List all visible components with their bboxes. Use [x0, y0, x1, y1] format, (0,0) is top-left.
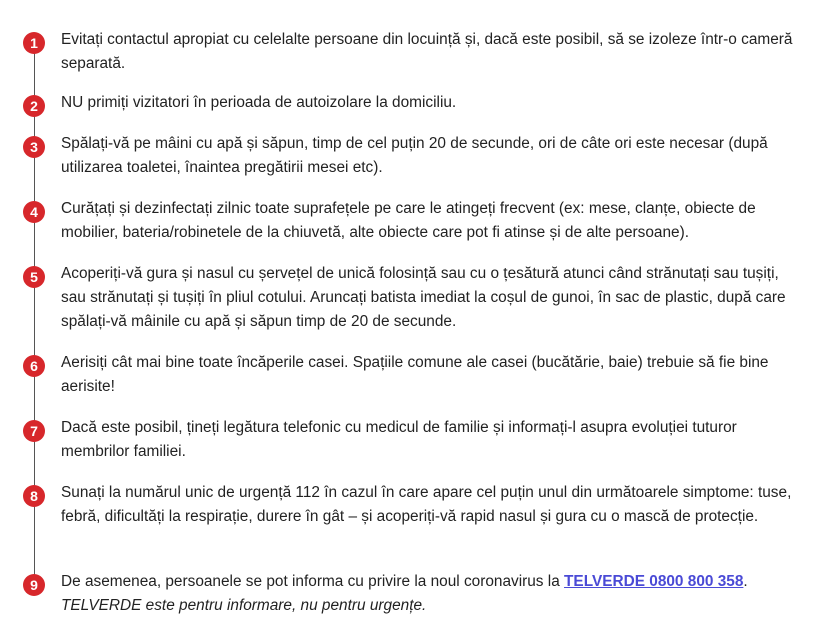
step-number-badge: 2 [23, 95, 45, 117]
step-number-badge: 8 [23, 485, 45, 507]
step-text: NU primiți vizitatori în perioada de autoizolare la domiciliu. [61, 94, 457, 111]
step-number-badge: 7 [23, 420, 45, 442]
telverde-note: TELVERDE este pentru informare, nu pentru urgențe. [61, 597, 427, 614]
telverde-phone-link[interactable]: TELVERDE 0800 800 358 [564, 573, 744, 590]
step-number-badge: 6 [23, 355, 45, 377]
step-text-lead: De asemenea, persoanele se pot informa cu privire la noul coronavirus la [61, 573, 565, 590]
step-text [61, 570, 801, 618]
link-period: . [743, 573, 748, 590]
step-number-badge: 1 [23, 32, 45, 54]
step-text: Curățați și dezinfectați zilnic toate suprafețele pe care le atingeți frecvent (ex: mese, clanțe, obiecte de mobilier, bateria/robinetele de la chiuvetă, alte obiecte care pot fi atinse și de alte persoane). [61, 200, 756, 241]
step-text: Sunați la numărul unic de urgență 112 în cazul în care apare cel puțin unul din următoarele simptome: tuse, febră, dificultăți la respirație, durere în gât – și acoperiți-vă rapid nasul și gura cu o mască de protecție. [61, 484, 792, 525]
step-text: Acoperiți-vă gura și nasul cu șervețel de unică folosință sau cu o țesătură atunci când strănutați sau tușiți, sau strănutați și tușiți în pliul cotului. Aruncați batista imediat la coșul de gunoi, în sac de plastic, după care spălați-vă mâinile cu apă și săpun timp de 20 de secunde. [61, 265, 786, 330]
step-text: Evitați contactul apropiat cu celelalte persoane din locuință și, dacă este posibil, să se izoleze într-o cameră separată. [61, 31, 793, 72]
step-number-badge: 4 [23, 201, 45, 223]
step-text: Spălați-vă pe mâini cu apă și săpun, timp de cel puțin 20 de secunde, ori de câte ori este necesar (după utilizarea toaletei, înaintea pregătirii mesei etc). [61, 135, 768, 176]
step-text: Aerisiți cât mai bine toate încăperile casei. Spațiile comune ale casei (bucătărie, baie) trebuie să fie bine aerisite! [61, 354, 769, 395]
step-number-badge: 9 [23, 574, 45, 596]
step-number-badge: 5 [23, 266, 45, 288]
step-text: Dacă este posibil, țineți legătura telefonic cu medicul de familie și informați-l asupra evoluției tuturor membrilor familiei. [61, 419, 737, 460]
step-number-badge: 3 [23, 136, 45, 158]
